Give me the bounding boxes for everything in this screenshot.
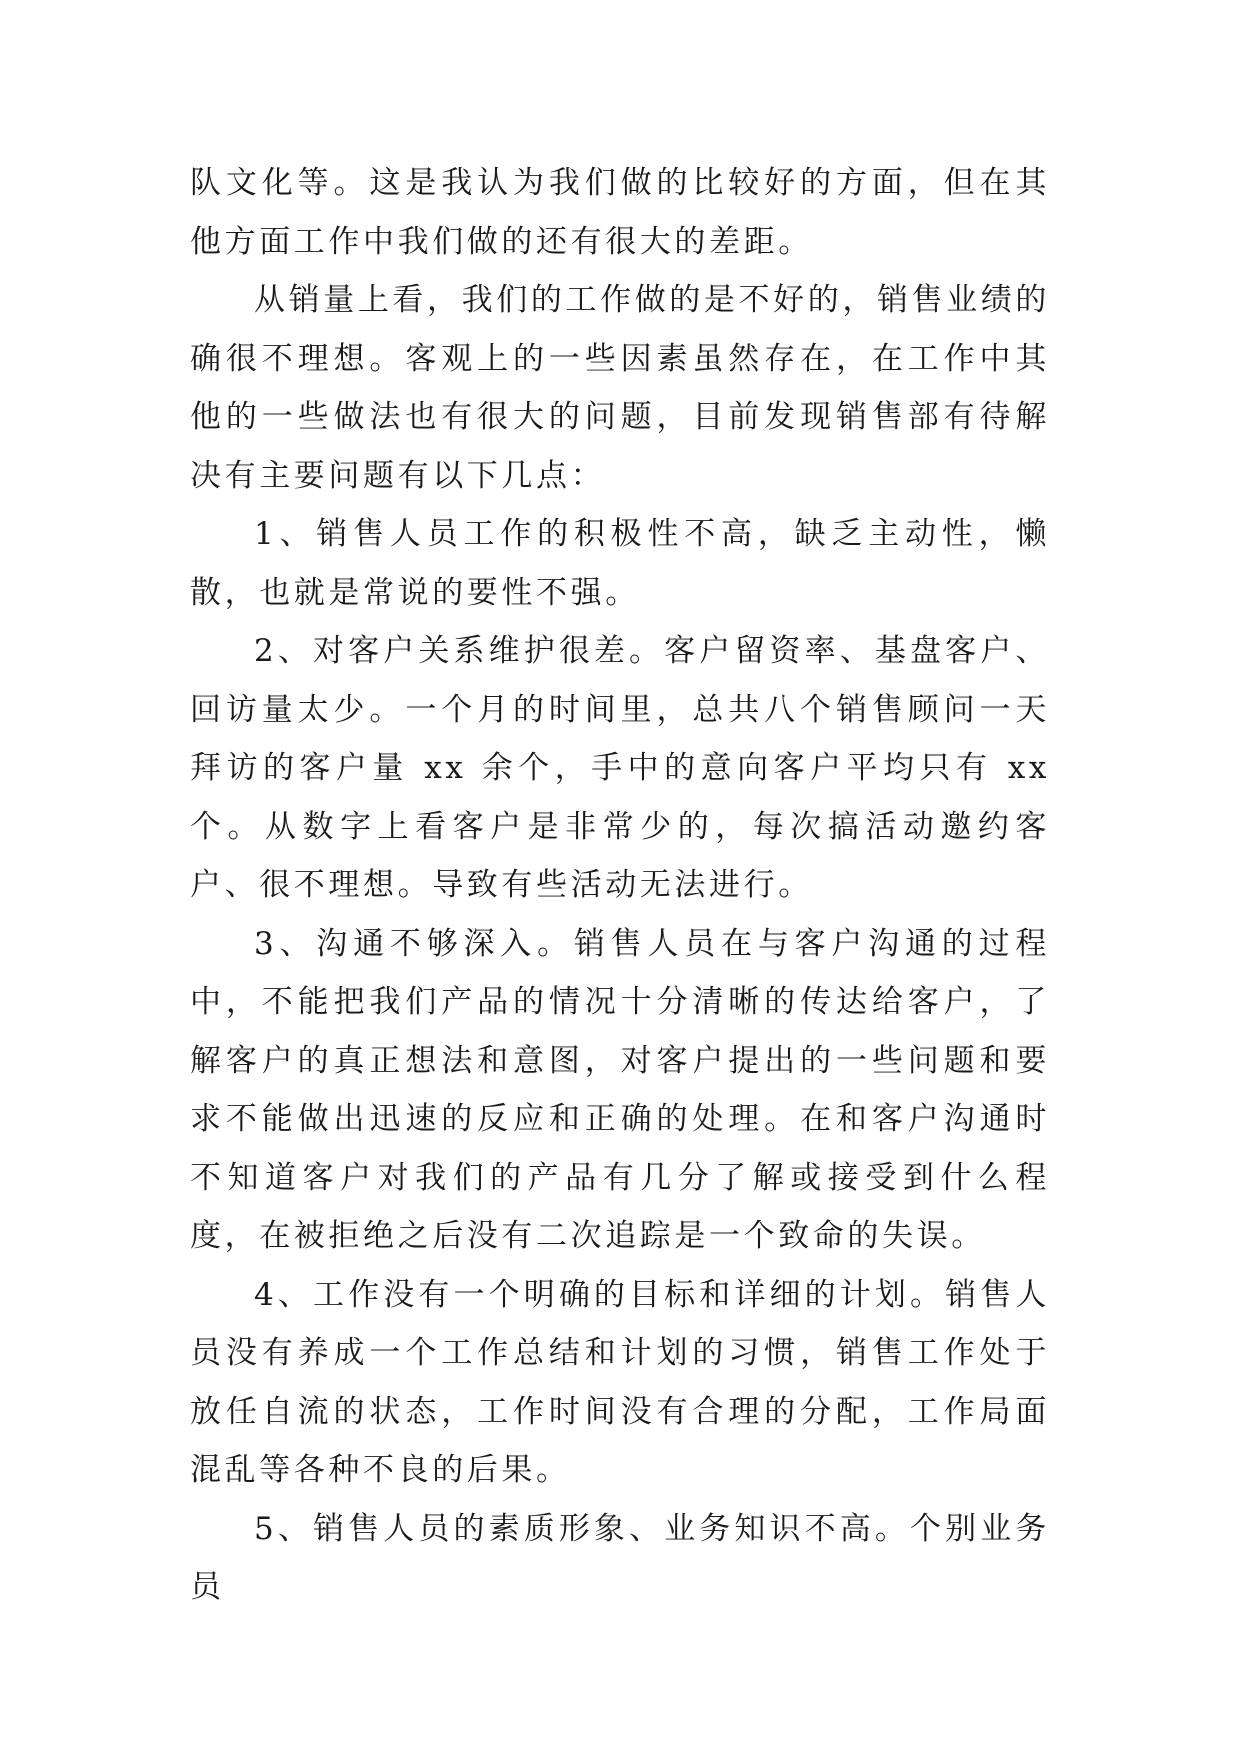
paragraph-issue-2: 2、对客户关系维护很差。客户留资率、基盘客户、回访量太少。一个月的时间里，总共八个销售顾问一天拜访的客户量 xx 余个，手中的意向客户平均只有 xx 个。从数字上看客户是非常少的，每次搞活动邀约客户、很不理想。导致有些活动无法进行。 <box>190 633 1050 903</box>
paragraph-issue-4: 4、工作没有一个明确的目标和详细的计划。销售人员没有养成一个工作总结和计划的习惯，销售工作处于放任自流的状态，工作时间没有合理的分配，工作局面混乱等各种不良的后果。 <box>190 1276 1050 1488</box>
paragraph-issue-1: 1、销售人员工作的积极性不高，缺乏主动性，懒散，也就是常说的要性不强。 <box>190 516 1050 611</box>
document-body <box>190 154 1050 1617</box>
paragraph-continuation: 队文化等。这是我认为我们做的比较好的方面，但在其他方面工作中我们做的还有很大的差距。 <box>190 165 1050 260</box>
paragraph-sales-volume: 从销量上看，我们的工作做的是不好的，销售业绩的确很不理想。客观上的一些因素虽然存在，在工作中其他的一些做法也有很大的问题，目前发现销售部有待解决有主要问题有以下几点： <box>190 282 1050 494</box>
paragraph-issue-3: 3、沟通不够深入。销售人员在与客户沟通的过程中，不能把我们产品的情况十分清晰的传达给客户，了解客户的真正想法和意图，对客户提出的一些问题和要求不能做出迅速的反应和正确的处理。在和客户沟通时不知道客户对我们的产品有几分了解或接受到什么程度，在被拒绝之后没有二次追踪是一个致命的失误。 <box>190 925 1050 1254</box>
paragraph-issue-5: 5、销售人员的素质形象、业务知识不高。个别业务员 <box>190 1510 1050 1605</box>
